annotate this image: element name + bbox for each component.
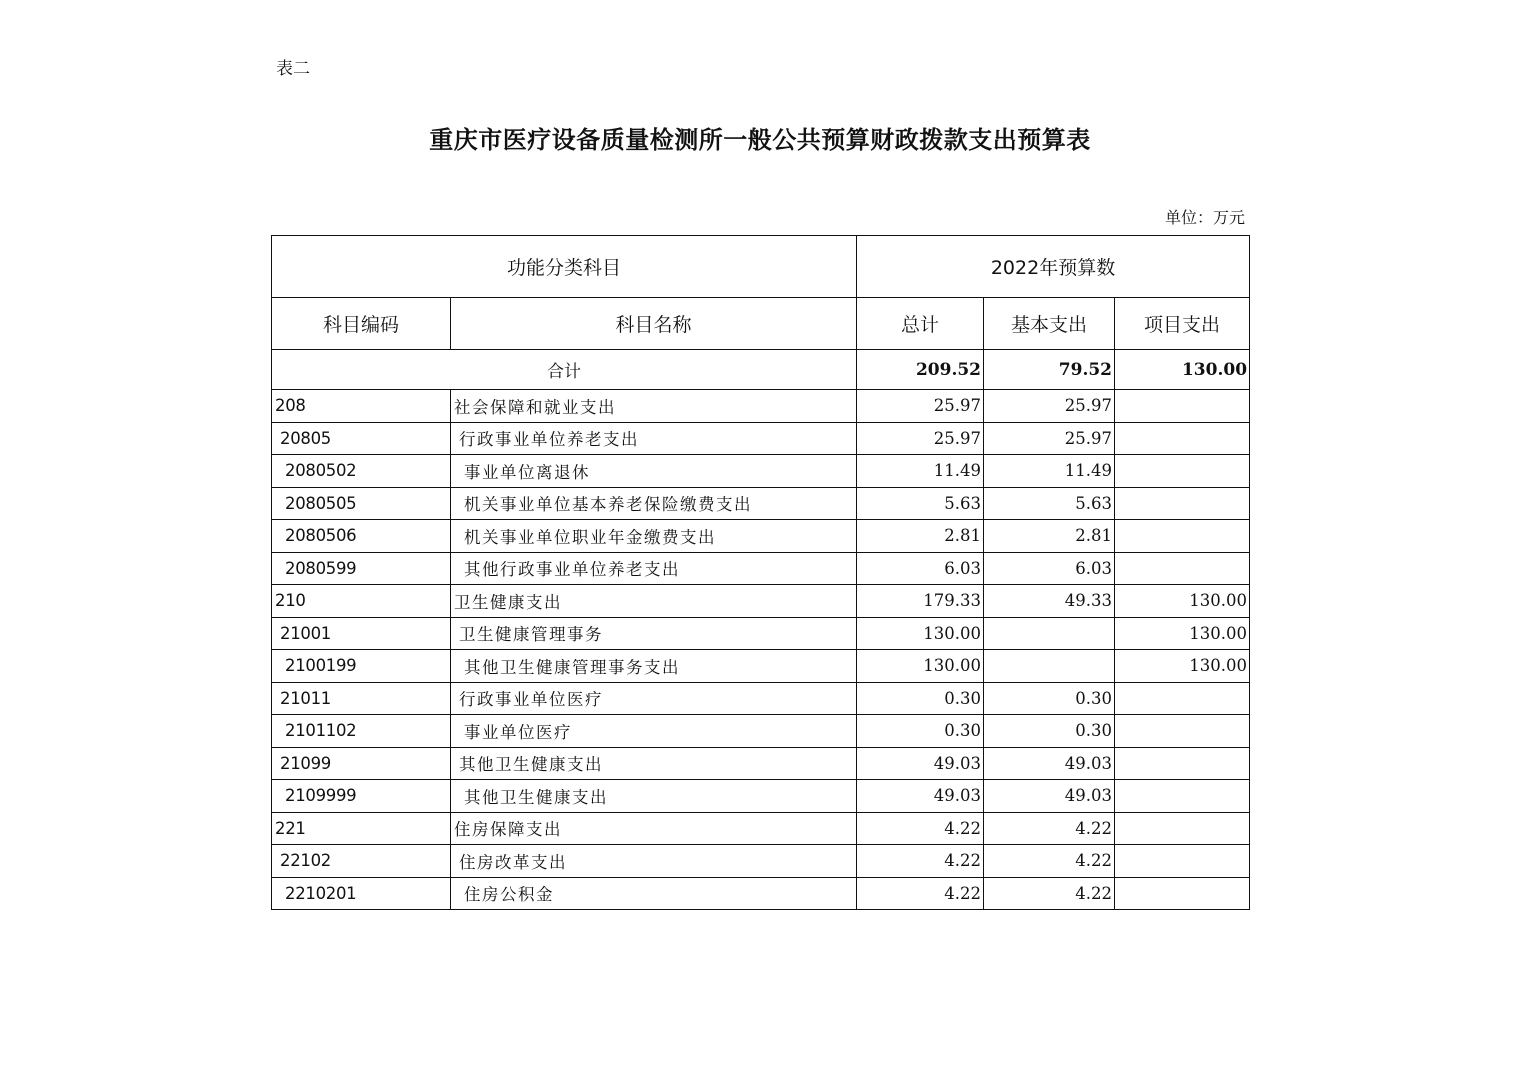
total-row [272,350,1250,390]
table-label: 表二 [276,59,310,79]
row-code: 2080506 [272,520,451,553]
row-basic: 49.03 [984,780,1115,813]
row-code: 2080502 [272,455,451,488]
header-project: 项目支出 [1115,298,1250,350]
table-row [272,780,1250,813]
total-label: 合计 [272,350,857,390]
row-name: 其他行政事业单位养老支出 [451,552,857,585]
row-project [1115,812,1250,845]
header-total: 总计 [857,298,984,350]
row-total: 6.03 [857,552,984,585]
table-row [272,682,1250,715]
row-code: 21099 [272,747,451,780]
row-total: 25.97 [857,422,984,455]
header-row-columns [272,298,1250,350]
table-row [272,585,1250,618]
row-basic: 25.97 [984,390,1115,423]
table-row [272,812,1250,845]
row-project [1115,715,1250,748]
total-project: 130.00 [1115,350,1250,390]
row-total: 2.81 [857,520,984,553]
row-code: 210 [272,585,451,618]
row-code: 2100199 [272,650,451,683]
table-row [272,487,1250,520]
row-project [1115,845,1250,878]
row-name: 其他卫生健康支出 [451,747,857,780]
row-total: 11.49 [857,455,984,488]
row-code: 2101102 [272,715,451,748]
budget-table [271,235,1250,910]
row-total: 4.22 [857,812,984,845]
table-row [272,552,1250,585]
total-sum: 209.52 [857,350,984,390]
header-row-group [272,236,1250,298]
row-total: 49.03 [857,747,984,780]
row-project [1115,877,1250,910]
row-code: 21011 [272,682,451,715]
row-basic: 6.03 [984,552,1115,585]
row-name: 卫生健康支出 [451,585,857,618]
row-basic: 25.97 [984,422,1115,455]
row-code: 221 [272,812,451,845]
row-name: 其他卫生健康支出 [451,780,857,813]
row-total: 4.22 [857,877,984,910]
table-row [272,747,1250,780]
header-basic: 基本支出 [984,298,1115,350]
table-row [272,390,1250,423]
row-project [1115,422,1250,455]
row-basic: 49.33 [984,585,1115,618]
header-name: 科目名称 [451,298,857,350]
header-functional-classification: 功能分类科目 [272,236,857,298]
total-basic: 79.52 [984,350,1115,390]
row-project [1115,390,1250,423]
row-name: 卫生健康管理事务 [451,617,857,650]
row-project [1115,552,1250,585]
row-project [1115,747,1250,780]
row-project [1115,455,1250,488]
row-name: 行政事业单位养老支出 [451,422,857,455]
row-name: 住房公积金 [451,877,857,910]
row-project [1115,487,1250,520]
table-row [272,715,1250,748]
row-total: 179.33 [857,585,984,618]
row-total: 130.00 [857,650,984,683]
row-basic: 4.22 [984,812,1115,845]
table-row [272,422,1250,455]
row-project: 130.00 [1115,585,1250,618]
row-name: 社会保障和就业支出 [451,390,857,423]
row-code: 20805 [272,422,451,455]
row-code: 2080505 [272,487,451,520]
row-total: 25.97 [857,390,984,423]
row-basic: 0.30 [984,715,1115,748]
row-name: 事业单位医疗 [451,715,857,748]
row-total: 0.30 [857,715,984,748]
row-total: 49.03 [857,780,984,813]
row-name: 住房保障支出 [451,812,857,845]
row-code: 2210201 [272,877,451,910]
row-code: 208 [272,390,451,423]
header-budget-year: 2022年预算数 [857,236,1250,298]
row-basic [984,650,1115,683]
row-basic: 4.22 [984,845,1115,878]
row-project [1115,520,1250,553]
table-row [272,877,1250,910]
row-total: 0.30 [857,682,984,715]
row-basic: 0.30 [984,682,1115,715]
row-basic: 2.81 [984,520,1115,553]
row-basic [984,617,1115,650]
row-name: 机关事业单位职业年金缴费支出 [451,520,857,553]
unit-label: 单位：万元 [1164,208,1245,227]
row-code: 21001 [272,617,451,650]
row-total: 5.63 [857,487,984,520]
row-code: 2080599 [272,552,451,585]
table-row [272,845,1250,878]
row-code: 22102 [272,845,451,878]
row-name: 住房改革支出 [451,845,857,878]
table-row [272,650,1250,683]
table-row [272,520,1250,553]
row-basic: 11.49 [984,455,1115,488]
row-basic: 49.03 [984,747,1115,780]
row-basic: 5.63 [984,487,1115,520]
row-total: 130.00 [857,617,984,650]
row-project: 130.00 [1115,617,1250,650]
table-row [272,617,1250,650]
row-project [1115,780,1250,813]
row-name: 机关事业单位基本养老保险缴费支出 [451,487,857,520]
row-code: 2109999 [272,780,451,813]
row-name: 其他卫生健康管理事务支出 [451,650,857,683]
header-code: 科目编码 [272,298,451,350]
row-project [1115,682,1250,715]
page-title: 重庆市医疗设备质量检测所一般公共预算财政拨款支出预算表 [429,125,1091,154]
row-basic: 4.22 [984,877,1115,910]
row-name: 行政事业单位医疗 [451,682,857,715]
row-name: 事业单位离退休 [451,455,857,488]
row-project: 130.00 [1115,650,1250,683]
row-total: 4.22 [857,845,984,878]
table-row [272,455,1250,488]
